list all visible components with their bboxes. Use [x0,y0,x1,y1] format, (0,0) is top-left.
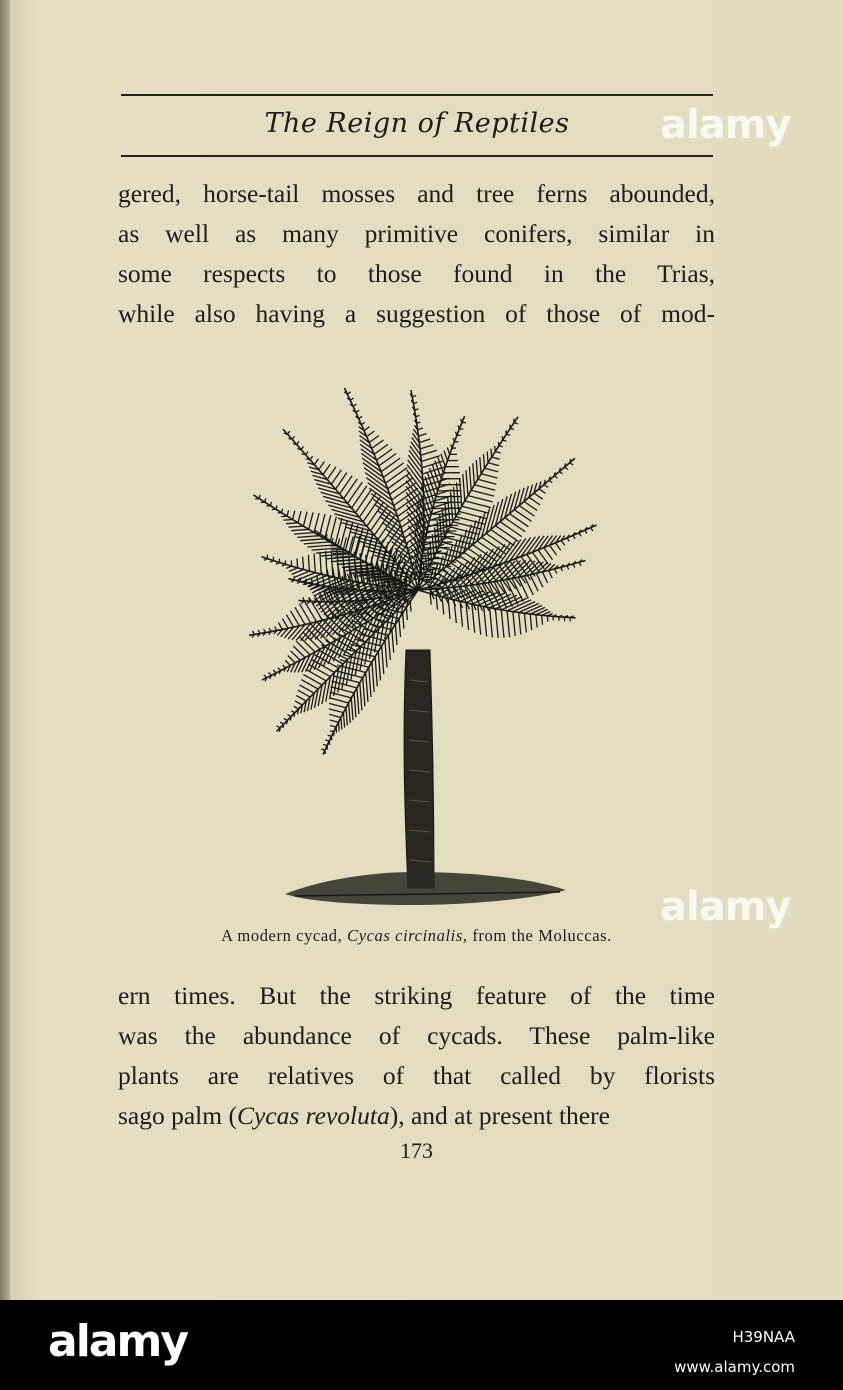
frond-leaflet [372,440,384,448]
frond-leaflet [361,422,364,424]
frond-leaflet [549,480,552,482]
frond-leaflet [276,505,277,509]
frond-leaflet [259,495,260,499]
frond-leaflet [573,564,575,568]
frond-leaflet [277,726,281,728]
frond-leaflet [293,511,295,520]
frond-leaflet [421,450,437,455]
frond-leaflet [330,692,352,698]
frond-leaflet [421,456,439,462]
page-number: 173 [400,1138,433,1163]
frond-leaflet [328,735,332,736]
frond-leaflet [399,619,401,637]
frond-leaflet [484,454,485,468]
frond-leaflet [360,683,362,711]
frond-leaflet [382,646,384,674]
text-line: while also having a suggestion of those of mod- [118,299,715,328]
frond-leaflet [301,446,303,449]
frond-leaflet [474,485,495,490]
watermark-logo: alamy [660,102,791,148]
text-after: ), and at present there [389,1101,610,1130]
frond-leaflet [437,521,439,547]
frond-leaflet [294,706,299,709]
frond-leaflet [338,538,340,545]
frond-leaflet [410,602,411,612]
frond-leaflet [306,669,327,681]
frond-leaflet [298,690,310,697]
frond-leaflet [473,545,498,562]
frond-leaflet [264,675,267,678]
frond-leaflet [530,607,545,614]
frond-leaflet [392,630,394,653]
frond-leaflet [371,506,388,531]
frond-leaflet [561,541,565,546]
frond-leaflet [495,452,500,453]
caption-suffix: from the Moluccas. [472,926,612,945]
frond-leaflet [534,493,543,499]
frond-leaflet [430,468,438,491]
frond-leaflet [386,468,408,483]
frond-leaflet [375,657,377,687]
frond-leaflet [503,440,507,441]
frond-leaflet [430,594,431,605]
frond-leaflet [585,530,587,533]
frond-leaflet [491,449,492,457]
frond-leaflet [350,398,353,400]
text-line: as well as many primitive conifers, similar in [118,219,715,248]
frond-leaflet [314,553,315,572]
frond-leaflet [550,545,557,555]
frond-leaflet [270,502,271,506]
frond-leaflet [329,703,346,707]
watermark-site: www.alamy.com [674,1358,795,1376]
frond-leaflet [269,628,271,631]
frond-leaflet [330,731,334,732]
frond-leaflet [311,659,334,672]
frond-leaflet [579,562,581,566]
frond-leaflet [332,538,333,542]
frond-leaflet [323,464,330,474]
frond-leaflet [345,522,352,551]
frond-leaflet [499,446,503,447]
frond-leaflet [283,665,286,668]
frond-leaflet [369,436,379,443]
frond-leaflet [422,571,423,581]
book-spine-shadow [0,0,10,1300]
frond-leaflet [454,600,456,623]
frond-leaflet [513,612,515,636]
frond-leaflet [473,463,475,485]
frond-leaflet [507,611,510,637]
frond-leaflet [514,423,518,424]
caption-prefix: A modern cycad, [221,926,343,945]
frond-leaflet [465,501,491,508]
frond-leaflet [495,609,498,638]
frond-leaflet [276,563,280,565]
frond-leaflet [349,703,351,723]
frond-leaflet [567,538,569,541]
frond-leaflet [339,722,340,731]
frond-leaflet [265,498,266,502]
frond-leaflet [519,613,521,635]
watermark-logo: alamy [660,884,791,930]
watermark-footer-logo: alamy [48,1316,187,1367]
frond-leaflet [510,429,514,430]
text-line: some respects to those found in the Trias, [118,259,715,288]
frond-leaflet [294,713,295,717]
frond-leaflet [283,724,284,728]
frond-leaflet [341,718,342,730]
frond-leaflet [289,568,298,572]
frond-leaflet [468,496,493,502]
frond-leaflet [579,533,581,536]
frond-leaflet [491,530,515,546]
frond-leaflet [481,474,497,478]
text-line: gered, horse-tail mosses and tree ferns abounded, [118,179,715,208]
frond-leaflet [559,472,562,474]
frond-leaflet [395,624,397,645]
frond-leaflet [288,656,296,663]
frond-leaflet [330,726,336,728]
frond-leaflet [366,673,368,702]
frond-leaflet [303,557,304,570]
frond-leaflet [492,457,500,459]
frond-leaflet [510,514,529,527]
frond-leaflet [458,425,459,429]
frond-leaflet [309,512,313,529]
frond-leaflet [459,511,487,518]
frond-leaflet [418,428,423,430]
frond-leaflet [487,452,488,463]
paragraph-bottom [118,976,715,1136]
frond-leaflet [478,605,481,635]
frond-leaflet [464,552,488,568]
frond-leaflet [356,410,359,412]
frond-leaflet [484,607,487,637]
frond-leaflet [442,597,444,615]
frond-leaflet [264,559,268,561]
frond-leaflet [297,536,319,538]
frond-leaflet [286,523,298,524]
frond-leaflet [403,613,404,629]
frond-leaflet [364,427,369,431]
frond-leaflet [351,698,353,720]
frond-leaflet [295,701,302,705]
frond-leaflet [298,511,301,523]
frond-leaflet [529,497,540,505]
frond-leaflet [303,512,307,526]
frond-leaflet [306,579,307,583]
frond-leaflet [279,728,280,732]
frond-leaflet [291,580,295,582]
frond-leaflet [325,515,331,539]
frond-leaflet [383,463,403,478]
frond-leaflet [570,463,573,465]
frond-leaflet [304,600,317,621]
frond-leaflet [472,604,475,633]
frond-leaflet [327,467,336,480]
frond-leaflet [530,575,538,592]
frond-leaflet [542,615,543,624]
frond-leaflet [448,598,450,619]
frond-leaflet [377,560,379,586]
frond-leaflet [294,533,314,535]
text-line: ern times. But the striking feature of the time [118,981,715,1010]
frond-leaflet [436,595,437,610]
frond-leaflet [381,458,400,472]
frond-leaflet [420,445,433,449]
frond-leaflet [282,509,283,513]
frond-leaflet [356,489,372,512]
frond-leaflet [284,520,293,521]
frond-leaflet [310,456,313,460]
frond-leaflet [304,542,330,544]
frond-leaflet [289,526,304,527]
frond-leaflet [488,463,499,466]
frond-leaflet [287,510,289,516]
frond-leaflet [273,670,276,673]
frond-leaflet [461,419,462,423]
frond-leaflet [336,559,360,561]
frond-leaflet [270,561,274,563]
frond-leaflet [367,431,375,437]
frond-leaflet [297,582,301,584]
frond-leaflet [482,537,507,554]
frond-leaflet [406,607,407,620]
frond-leaflet [536,573,543,587]
frond-leaflet [549,570,553,578]
frond-leaflet [288,715,292,717]
frond-leaflet [500,522,522,537]
frond-leaflet [505,518,525,532]
frond-leaflet [363,678,365,707]
frond-leaflet [325,740,329,741]
frond-leaflet [567,566,569,570]
frond-leaflet [300,637,316,652]
frond-leaflet [340,476,353,494]
frond-leaflet [536,615,537,628]
frond-leaflet [296,641,310,655]
frond-leaflet [359,416,362,418]
cycad-trunk [404,650,434,888]
frond-leaflet [348,482,363,503]
frond-leaflet [285,660,290,665]
frond-leaflet [282,564,286,566]
header-rule-bottom [121,155,713,157]
frond-leaflet [278,623,282,630]
frond-leaflet [476,460,477,479]
frond-leaflet [485,468,499,472]
frond-leaflet [319,462,325,470]
frond-leaflet [269,673,272,676]
frond-leaflet [363,497,380,522]
frond-leaflet [354,693,356,717]
frond-leaflet [284,718,288,720]
frond-leaflet [419,439,430,442]
frond-leaflet [565,467,568,469]
frond-leaflet [300,578,301,582]
frond-leaflet [346,708,347,726]
figure-caption [118,926,715,946]
frond-leaflet [292,436,294,439]
frond-leaflet [378,651,380,680]
frond-leaflet [278,668,281,671]
frond-leaflet [524,613,526,632]
frond-leaflet [329,714,341,717]
frond-leaflet [453,438,454,442]
frond-leaflet [463,474,465,501]
frond-leaflet [555,543,560,550]
frond-leaflet [280,722,284,724]
frond-leaflet [392,483,416,500]
frond-leaflet [294,576,295,580]
frond-leaflet [471,490,494,496]
frond-leaflet [388,635,390,660]
frond-leaflet [290,717,291,721]
frond-leaflet [296,696,306,702]
frond-leaflet [506,434,510,435]
frond-leaflet [291,711,294,713]
frond-leaflet [300,539,324,541]
frond-leaflet [323,745,327,746]
frond-leaflet [369,667,371,697]
frond-leaflet [331,546,338,547]
running-head: The Reign of Reptiles [264,108,570,139]
cycad-illustration [200,360,630,920]
frond-leaflet [288,431,290,434]
frond-leaflet [573,536,575,539]
frond-leaflet [561,567,563,571]
frond-leaflet [524,502,537,511]
frond-leaflet [514,510,531,522]
frond-leaflet [308,555,309,571]
frond-leaflet [286,615,293,627]
frond-leaflet [469,467,471,491]
frond-leaflet [444,451,448,461]
frond-leaflet [329,709,343,713]
text-before: sago palm ( [118,1101,237,1130]
frond-leaflet [408,460,423,481]
frond-leaflet [347,392,350,394]
frond-leaflet [314,459,318,465]
frond-leaflet [495,526,518,542]
frond-leaflet [344,479,358,499]
frond-leaflet [447,448,449,455]
frond-leaflet [448,497,450,527]
paragraph-top [118,174,715,334]
text-line: was the abundance of cycads. These palm-like [118,1021,715,1050]
frond-leaflet [286,566,291,568]
frond-leaflet [501,610,504,638]
frond-leaflet [352,486,367,508]
frond-leaflet [419,434,427,437]
text-line-last [118,1096,715,1136]
frond-leaflet [297,559,298,568]
frond-leaflet [282,619,288,629]
frond-leaflet [372,662,374,692]
frond-leaflet [385,641,387,668]
frond-leaflet [264,629,266,632]
frond-leaflet [480,457,481,474]
frond-leaflet [379,454,396,466]
frond-leaflet [539,489,546,493]
frond-leaflet [441,454,446,467]
frond-leaflet [466,470,468,495]
frond-leaflet [331,549,343,550]
header-rule-top [121,94,713,96]
frond-leaflet [547,616,548,622]
watermark-image-id: H39NAA [732,1328,795,1346]
frond-leaflet [291,529,309,530]
caption-species: Cycas circinalis, [347,926,468,945]
frond-leaflet [353,404,356,406]
frond-leaflet [542,572,547,583]
frond-leaflet [299,604,311,624]
frond-leaflet [490,608,493,638]
frond-leaflet [306,452,308,455]
frond-leaflet [591,528,593,531]
frond-leaflet [478,479,497,484]
watermark-footer-id [674,1322,795,1382]
frond-leaflet [554,476,557,478]
frond-leaflet [343,713,344,728]
frond-leaflet [357,688,359,714]
frond-leaflet [326,551,328,575]
frond-leaflet [544,485,548,488]
frond-leaflet [329,698,348,703]
frond-leaflet [303,674,322,685]
frond-leaflet [451,444,452,448]
frond-leaflet [287,720,288,724]
text-italic-species: Cycas revoluta [236,1101,390,1130]
frond-leaflet [321,749,325,750]
frond-leaflet [321,602,334,612]
frond-leaflet [297,441,299,444]
text-line: plants are relatives of that called by florists [118,1061,715,1090]
frond-leaflet [530,614,532,630]
frond-leaflet [330,720,339,722]
frond-leaflet [359,493,376,517]
frond-leaflet [281,516,287,517]
frond-leaflet [456,432,457,436]
frond-leaflet [544,548,553,560]
ground-mound [285,872,566,905]
frond-leaflet [555,569,557,574]
